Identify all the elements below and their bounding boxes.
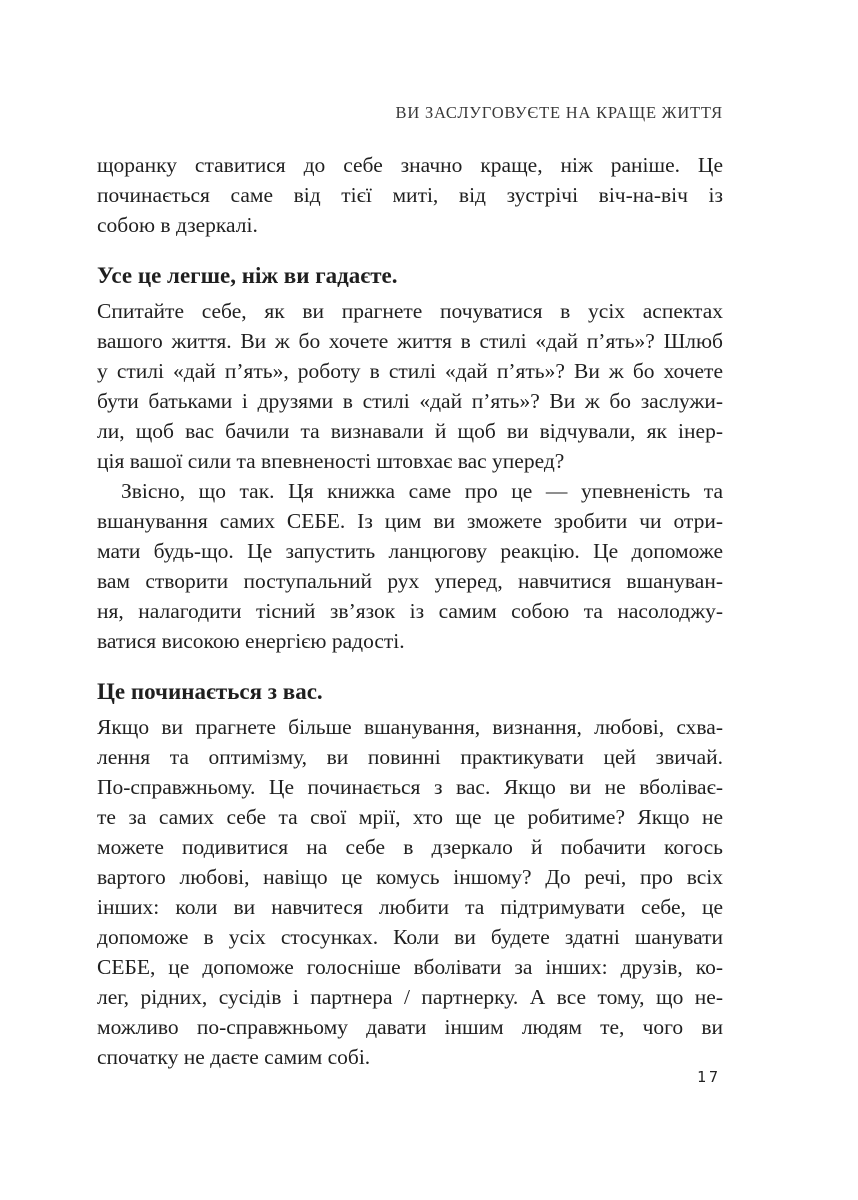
paragraph bbox=[97, 296, 723, 476]
paragraph bbox=[97, 712, 723, 1072]
running-header: ВИ ЗАСЛУГОВУЄТЕ НА КРАЩЕ ЖИТТЯ bbox=[395, 103, 723, 122]
text-line: спочатку не даєте самим собі. bbox=[97, 1045, 371, 1069]
text-line: вам створити поступальний рух уперед, навчитися вшануван- bbox=[97, 569, 723, 593]
text-line: починається саме від тієї миті, від зустрічі віч-на-віч із bbox=[97, 183, 723, 207]
text-line: мати будь-що. Це запустить ланцюгову реакцію. Це допоможе bbox=[97, 539, 723, 563]
text-line: ли, щоб вас бачили та визнавали й щоб ви відчували, як інер- bbox=[97, 419, 723, 443]
text-line: щоранку ставитися до себе значно краще, ніж раніше. Це bbox=[97, 153, 723, 177]
text-line: Спитайте себе, як ви прагнете почуватися в усіх аспектах bbox=[97, 299, 723, 323]
text-line: СЕБЕ, це допоможе голосніше вболівати за інших: друзів, ко- bbox=[97, 955, 723, 979]
page-number: 17 bbox=[696, 1068, 721, 1086]
page-content bbox=[97, 150, 723, 1072]
text-line: Звісно, що так. Ця книжка саме про це — упевненість та bbox=[121, 479, 723, 503]
text-line: можливо по-справжньому давати іншим людям те, чого ви bbox=[97, 1015, 723, 1039]
text-line: ня, налагодити тісний зв’язок із самим собою та насолоджу- bbox=[97, 599, 723, 623]
paragraph bbox=[97, 150, 723, 240]
text-line: у стилі «дай п’ять», роботу в стилі «дай п’ять»? Ви ж бо хочете bbox=[97, 359, 723, 383]
paragraph bbox=[97, 476, 723, 656]
text-line: ватися високою енергією радості. bbox=[97, 629, 405, 653]
text-line: вартого любові, навіщо це комусь іншому? До речі, про всіх bbox=[97, 865, 723, 889]
text-line: можете подивитися на себе в дзеркало й побачити когось bbox=[97, 835, 723, 859]
text-line: інших: коли ви навчитеся любити та підтримувати себе, це bbox=[97, 895, 723, 919]
text-line: Якщо ви прагнете більше вшанування, визнання, любові, схва- bbox=[97, 715, 723, 739]
text-line: бути батьками і друзями в стилі «дай п’ять»? Ви ж бо заслужи- bbox=[97, 389, 723, 413]
text-line: По-справжньому. Це починається з вас. Якщо ви не вболіває- bbox=[97, 775, 723, 799]
text-line: вшанування самих СЕБЕ. Із цим ви зможете зробити чи отри- bbox=[97, 509, 723, 533]
text-line: ція вашої сили та впевненості штовхає вас уперед? bbox=[97, 449, 565, 473]
text-line: вашого життя. Ви ж бо хочете життя в стилі «дай п’ять»? Шлюб bbox=[97, 329, 723, 353]
section-heading: Усе це легше, ніж ви гадаєте. bbox=[97, 263, 398, 288]
text-line: лег, рідних, сусідів і партнера / партнерку. А все тому, що не- bbox=[97, 985, 723, 1009]
text-line: собою в дзеркалі. bbox=[97, 213, 258, 237]
text-line: лення та оптимізму, ви повинні практикувати цей звичай. bbox=[97, 745, 723, 769]
text-line: допоможе в усіх стосунках. Коли ви будете здатні шанувати bbox=[97, 925, 723, 949]
section-heading: Це починається з вас. bbox=[97, 679, 323, 704]
text-line: те за самих себе та свої мрії, хто ще це робитиме? Якщо не bbox=[97, 805, 723, 829]
